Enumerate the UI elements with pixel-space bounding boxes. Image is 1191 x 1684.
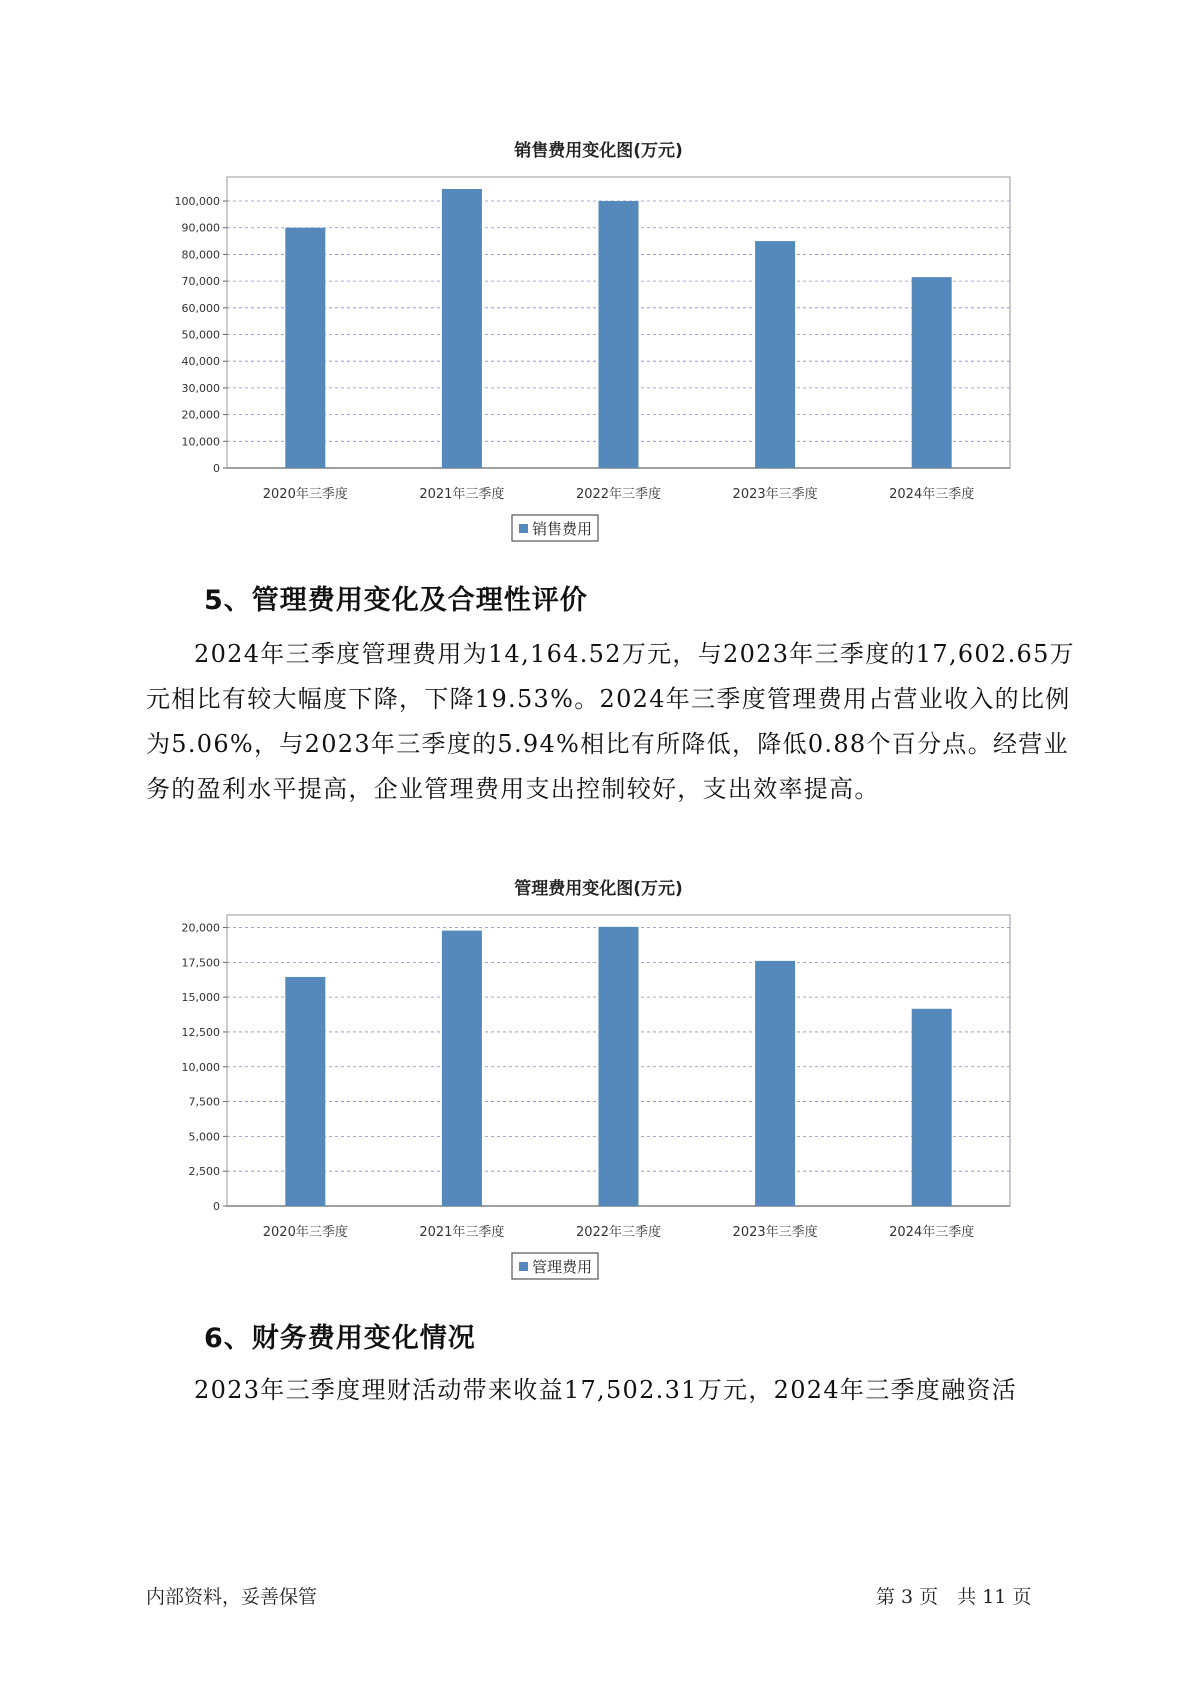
sales-chart-y-tick-label: 20,000	[181, 408, 220, 422]
admin-chart-y-tick-label: 0	[213, 1200, 220, 1213]
admin-chart-y-tick-label: 15,000	[181, 991, 220, 1005]
sales-expense-chart-svg	[150, 130, 1030, 550]
admin-chart-legend	[512, 1253, 598, 1279]
admin-chart-y-tick-label: 7,500	[188, 1095, 220, 1109]
sales-chart-bar-2	[442, 189, 482, 468]
sales-chart-y-tick-label: 50,000	[181, 328, 220, 342]
sales-chart-legend-label: 销售费用	[532, 520, 593, 538]
footer-page-number: 第 3 页 共 11 页	[876, 1586, 1032, 1608]
admin-chart-category-label: 2023年三季度	[732, 1225, 818, 1240]
sales-chart-legend	[512, 515, 598, 541]
sales-chart-y-tick-label: 80,000	[181, 248, 220, 262]
admin-chart-y-tick-label: 5,000	[188, 1130, 220, 1144]
admin-chart-y-tick-label: 10,000	[181, 1060, 220, 1074]
admin-chart-y-tick-label: 2,500	[188, 1165, 220, 1179]
sales-chart-bar-3	[599, 201, 639, 468]
admin-chart-title: 管理费用变化图(万元)	[514, 879, 683, 899]
sales-chart-category-label: 2023年三季度	[732, 487, 818, 502]
admin-chart-y-tick-label: 12,500	[181, 1025, 220, 1039]
section6-paragraph: 2023年三季度理财活动带来收益17,502.31万元，2024年三季度融资活	[194, 1376, 1017, 1404]
sales-chart-bar-5	[912, 277, 952, 468]
sales-chart-y-tick-label: 10,000	[181, 435, 220, 449]
sales-chart-category-label: 2024年三季度	[889, 487, 975, 502]
sales-chart-y-tick-label: 30,000	[181, 381, 220, 395]
admin-chart-legend-swatch	[519, 1262, 528, 1271]
admin-expense-chart-svg	[150, 868, 1030, 1288]
admin-chart-category-label: 2024年三季度	[889, 1225, 975, 1240]
admin-chart-legend-label: 管理费用	[532, 1258, 593, 1276]
sales-chart-y-tick-label: 60,000	[181, 301, 220, 315]
section6-heading: 6、财务费用变化情况	[204, 1323, 476, 1354]
sales-chart-bar-4	[755, 241, 795, 468]
sales-chart-category-label: 2021年三季度	[419, 487, 505, 502]
admin-expense-chart	[150, 868, 1030, 1288]
sales-chart-y-tick-label: 0	[213, 462, 220, 475]
admin-chart-y-tick-label: 17,500	[181, 956, 220, 970]
admin-chart-category-label: 2022年三季度	[575, 1225, 662, 1240]
admin-chart-bar-4	[755, 961, 795, 1206]
footer-left: 内部资料，妥善保管	[146, 1586, 318, 1608]
admin-chart-bar-5	[912, 1009, 952, 1206]
sales-chart-y-tick-label: 100,000	[174, 195, 220, 209]
admin-chart-y-tick-label: 20,000	[181, 921, 220, 935]
sales-chart-y-tick-label: 90,000	[181, 221, 220, 235]
sales-chart-bar-1	[285, 228, 325, 468]
admin-chart-category-label: 2020年三季度	[262, 1225, 348, 1240]
admin-chart-category-label: 2021年三季度	[419, 1225, 505, 1240]
admin-chart-bar-1	[285, 977, 325, 1206]
sales-chart-y-tick-label: 70,000	[181, 275, 220, 289]
section5-heading: 5、管理费用变化及合理性评价	[204, 585, 588, 616]
admin-chart-bar-2	[442, 931, 482, 1206]
sales-chart-category-label: 2020年三季度	[262, 487, 348, 502]
sales-expense-chart	[150, 130, 1030, 550]
sales-chart-y-tick-label: 40,000	[181, 355, 220, 369]
admin-chart-bar-3	[599, 927, 639, 1206]
section5-paragraph: 2024年三季度管理费用为14,164.52万元，与2023年三季度的17,602.65万元相比有较大幅度下降，下降19.53%。2024年三季度管理费用占营业收入的比例为5.06%，与2023年三季度的5.94%相比有所降低，降低0.88个百分点。经营业务的盈利水平提高，企业管理费用支出控制较好，支出效率提高。	[146, 640, 1075, 803]
sales-chart-category-label: 2022年三季度	[575, 487, 662, 502]
sales-chart-legend-swatch	[519, 524, 528, 533]
sales-chart-title: 销售费用变化图(万元)	[514, 141, 683, 161]
